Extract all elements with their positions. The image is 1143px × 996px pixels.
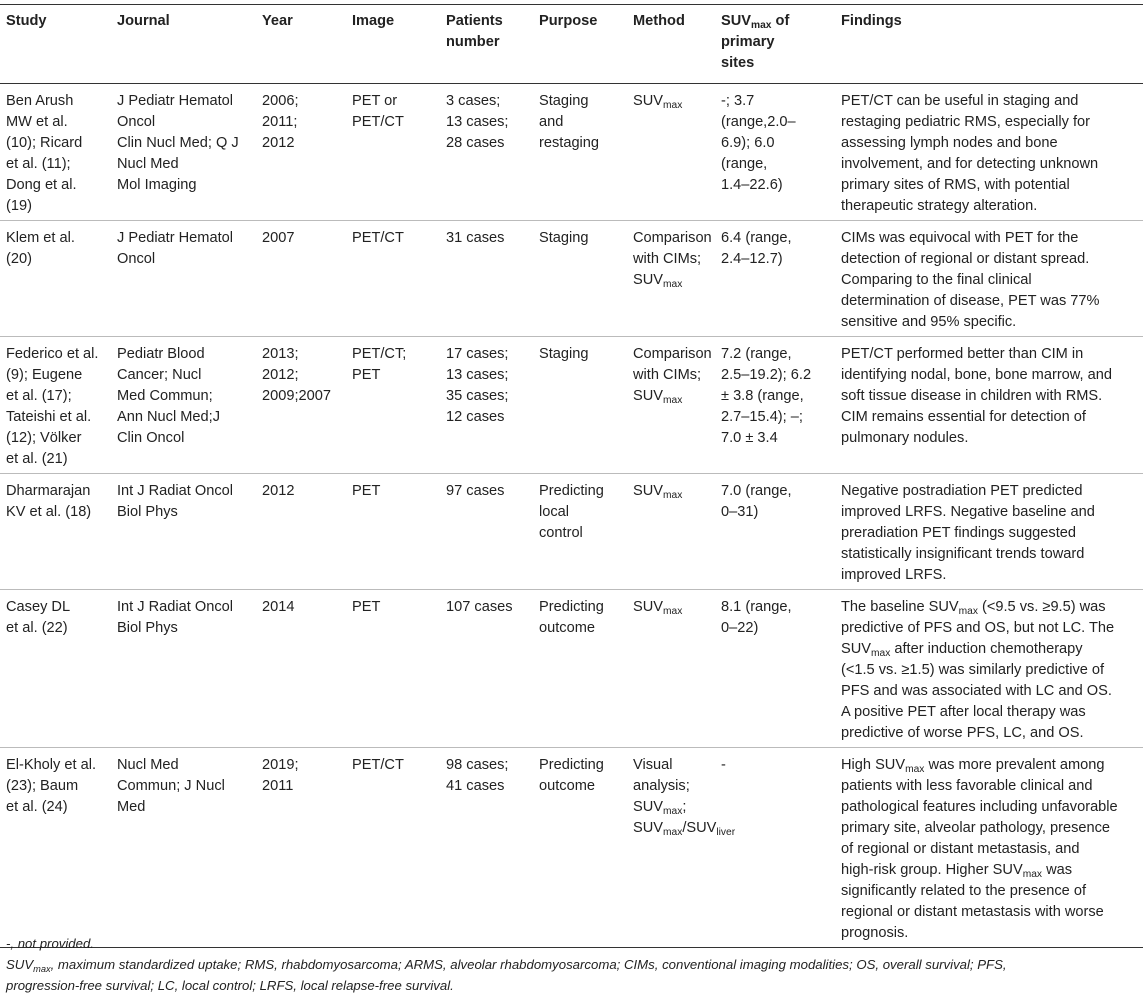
cell-findings-line: predictive of worse PFS, LC, and OS. [841, 725, 1084, 741]
cell-image-line: PET or [352, 93, 398, 109]
cell-year-line: 2012 [262, 483, 295, 499]
cell-patients-line: 97 cases [446, 483, 505, 499]
cell-year [256, 748, 346, 948]
cell-journal-line: Oncol [117, 251, 156, 267]
cell-patients-line: 3 cases; [446, 93, 501, 109]
cell-patients [440, 337, 533, 474]
cell-image [346, 84, 440, 221]
cell-purpose [533, 221, 627, 337]
cell-patients [440, 748, 533, 948]
cell-findings [835, 474, 1143, 590]
cell-findings-line: regional or distant metastasis with worse [841, 904, 1104, 920]
cell-purpose-line: local [539, 504, 570, 520]
header-image [346, 5, 440, 84]
cell-method-line: Visual [633, 757, 673, 773]
cell-patients-line: 17 cases; [446, 346, 509, 362]
cell-journal-line: J Pediatr Hematol [117, 230, 233, 246]
cell-findings-line: CIMs was equivocal with PET for the [841, 230, 1079, 246]
cell-study [0, 590, 111, 748]
cell-journal [111, 590, 256, 748]
header-purpose-line: Purpose [539, 13, 598, 29]
cell-findings-line: of regional or distant metastasis, and [841, 841, 1080, 857]
table-header [0, 5, 1143, 84]
cell-findings-line: predictive of PFS and OS, but not LC. The [841, 620, 1115, 636]
cell-journal-line: Int J Radiat Oncol [117, 599, 233, 615]
cell-suvmax-line: 1.4–22.6) [721, 177, 783, 193]
cell-journal-line: Oncol [117, 114, 156, 130]
cell-suvmax [715, 337, 835, 474]
cell-year-line: 2012 [262, 135, 295, 151]
cell-journal-line: Cancer; Nucl [117, 367, 202, 383]
cell-suvmax-line: (range, [721, 156, 768, 172]
cell-patients-line: 41 cases [446, 778, 505, 794]
cell-findings-line: PET/CT can be useful in staging and [841, 93, 1079, 109]
header-method-line: Method [633, 13, 685, 29]
cell-findings-line: CIM remains essential for detection of [841, 409, 1086, 425]
cell-findings-line: involvement, and for detecting unknown [841, 156, 1099, 172]
cell-method-line: analysis; [633, 778, 690, 794]
cell-study-line: Tateishi et al. [6, 409, 92, 425]
cell-method [627, 84, 715, 221]
header-patients-line: Patients [446, 13, 503, 29]
cell-suvmax-line: 6.4 (range, [721, 230, 792, 246]
cell-study-line: MW et al. [6, 114, 68, 130]
cell-purpose-line: Predicting [539, 599, 604, 615]
cell-study-line: (9); Eugene [6, 367, 83, 383]
cell-findings-line: identifying nodal, bone, bone marrow, and [841, 367, 1112, 383]
cell-journal-line: Mol Imaging [117, 177, 197, 193]
cell-image-line: PET/CT [352, 230, 404, 246]
cell-method-line: with CIMs; [633, 367, 702, 383]
cell-journal-line: Clin Oncol [117, 430, 185, 446]
cell-purpose [533, 84, 627, 221]
cell-method-line: Comparison [633, 346, 712, 362]
header-image-line: Image [352, 13, 395, 29]
cell-suvmax-line: (range,2.0– [721, 114, 796, 130]
cell-suvmax [715, 748, 835, 948]
cell-journal [111, 84, 256, 221]
cell-suvmax-line: ± 3.8 (range, [721, 388, 804, 404]
cell-study-line: (19) [6, 198, 32, 214]
cell-method-line: $SUV_{max}$ [633, 388, 683, 407]
cell-image [346, 590, 440, 748]
cell-suvmax-line: 7.0 ± 3.4 [721, 430, 778, 446]
table-row [0, 474, 1143, 590]
header-method [627, 5, 715, 84]
cell-journal-line: Med [117, 799, 146, 815]
cell-year-line: 2011 [262, 778, 294, 794]
cell-findings-line: primary site, alveolar pathology, presence [841, 820, 1111, 836]
cell-study-line: (20) [6, 251, 32, 267]
cell-findings-line: statistically insignificant trends toward [841, 546, 1085, 562]
cell-findings-line: soft tissue disease in children with RMS. [841, 388, 1103, 404]
footnote-not-provided: -, not provided. [6, 936, 94, 951]
cell-study-line: Dharmarajan [6, 483, 91, 499]
pet-rms-studies-table [0, 4, 1143, 948]
cell-image-line: PET [352, 599, 381, 615]
cell-purpose-line: and [539, 114, 564, 130]
cell-purpose [533, 474, 627, 590]
cell-findings-line: Comparing to the final clinical [841, 272, 1032, 288]
cell-study-line: (23); Baum [6, 778, 79, 794]
cell-findings-line: therapeutic strategy alteration. [841, 198, 1038, 214]
header-patients-line: number [446, 34, 500, 50]
cell-suvmax [715, 84, 835, 221]
cell-journal-line: Nucl Med [117, 156, 179, 172]
table-row [0, 221, 1143, 337]
cell-patients-line: 28 cases [446, 135, 505, 151]
cell-method [627, 590, 715, 748]
cell-purpose-line: Predicting [539, 483, 604, 499]
table-row [0, 748, 1143, 948]
cell-suvmax-line: 2.5–19.2); 6.2 [721, 367, 812, 383]
cell-method-line: $SUV_{max}$ [633, 483, 683, 502]
cell-findings-line: restaging pediatric RMS, especially for [841, 114, 1091, 130]
cell-suvmax-line: 6.9); 6.0 [721, 135, 775, 151]
cell-findings-line: detection of regional or distant spread. [841, 251, 1090, 267]
cell-suvmax [715, 590, 835, 748]
header-year-line: Year [262, 13, 293, 29]
cell-study-line: Federico et al. [6, 346, 99, 362]
cell-study-line: et al. (17); [6, 388, 72, 404]
cell-study-line: (10); Ricard [6, 135, 83, 151]
cell-image-line: PET/CT [352, 757, 404, 773]
cell-study-line: El-Kholy et al. [6, 757, 97, 773]
cell-method-line: $SUV_{max}/SUV_{liver}$ [633, 820, 736, 839]
cell-findings-line: high-risk group. Higher $SUV_{max}$ was [841, 862, 1073, 881]
cell-study [0, 748, 111, 948]
cell-findings [835, 84, 1143, 221]
cell-method [627, 337, 715, 474]
header-journal [111, 5, 256, 84]
cell-findings [835, 337, 1143, 474]
cell-journal [111, 474, 256, 590]
cell-journal-line: Biol Phys [117, 620, 178, 636]
header-study-line: Study [6, 13, 47, 29]
header-findings [835, 5, 1143, 84]
cell-journal-line: Commun; J Nucl [117, 778, 225, 794]
footnote-abbreviations: $SUV_{max}$, maximum standardized uptake; RMS, rhabdomyosarcoma; ARMS, alveolar rhabdomyosarcoma; CIMs, conventional imaging modalities; OS, overall survival; PFS, [6, 957, 1007, 974]
cell-journal-line: Nucl Med [117, 757, 179, 773]
cell-suvmax [715, 221, 835, 337]
cell-patients [440, 84, 533, 221]
header-purpose [533, 5, 627, 84]
cell-study-line: et al. (21) [6, 451, 68, 467]
header-findings-line: Findings [841, 13, 902, 29]
cell-findings-line: pulmonary nodules. [841, 430, 969, 446]
cell-year-line: 2006; [262, 93, 299, 109]
cell-year-line: 2012; [262, 367, 299, 383]
cell-suvmax-line: 8.1 (range, [721, 599, 792, 615]
cell-journal-line: Ann Nucl Med;J [117, 409, 221, 425]
cell-findings [835, 221, 1143, 337]
cell-purpose-line: outcome [539, 778, 595, 794]
header-suvmax-line: primary [721, 34, 775, 50]
cell-findings [835, 748, 1143, 948]
cell-study [0, 221, 111, 337]
cell-purpose-line: outcome [539, 620, 595, 636]
header-journal-line: Journal [117, 13, 170, 29]
cell-purpose-line: control [539, 525, 583, 541]
cell-journal-line: Clin Nucl Med; Q J [117, 135, 239, 151]
cell-findings-line: (<1.5 vs. ≥1.5) was similarly predictive of [841, 662, 1105, 678]
cell-method-line: $SUV_{max}$ [633, 93, 683, 112]
cell-patients-line: 31 cases [446, 230, 505, 246]
cell-patients [440, 474, 533, 590]
cell-findings-line: High $SUV_{max}$ was more prevalent among [841, 757, 1105, 776]
cell-method [627, 748, 736, 948]
cell-method-line: Comparison [633, 230, 712, 246]
cell-findings-line: A positive PET after local therapy was [841, 704, 1086, 720]
cell-method-line: $SUV_{max}$; [633, 799, 687, 818]
cell-study [0, 337, 111, 474]
cell-method [627, 221, 715, 337]
cell-findings-line: pathological features including unfavorable [841, 799, 1118, 815]
cell-suvmax-line: -; 3.7 [721, 93, 755, 109]
cell-patients-line: 13 cases; [446, 367, 509, 383]
cell-image [346, 337, 440, 474]
cell-findings-line: patients with less favorable clinical and [841, 778, 1093, 794]
cell-study-line: Dong et al. [6, 177, 77, 193]
table-row [0, 84, 1143, 221]
cell-image-line: PET/CT; [352, 346, 407, 362]
cell-purpose-line: Staging [539, 346, 589, 362]
cell-findings-line: prognosis. [841, 925, 909, 941]
cell-patients-line: 107 cases [446, 599, 513, 615]
cell-patients-line: 12 cases [446, 409, 505, 425]
cell-patients-line: 35 cases; [446, 388, 509, 404]
cell-journal-line: Biol Phys [117, 504, 178, 520]
cell-findings-line: Negative postradiation PET predicted [841, 483, 1083, 499]
header-year [256, 5, 346, 84]
footnote-abbreviations-cont: progression-free survival; LC, local control; LRFS, local relapse-free survival. [6, 978, 454, 993]
cell-purpose-line: Staging [539, 230, 589, 246]
cell-findings-line: assessing lymph nodes and bone [841, 135, 1058, 151]
cell-patients-line: 98 cases; [446, 757, 509, 773]
cell-findings-line: The baseline $SUV_{max}$ (<9.5 vs. ≥9.5) was [841, 599, 1106, 618]
cell-image-line: PET [352, 367, 381, 383]
cell-suvmax-line: - [721, 757, 726, 773]
cell-findings-line: PFS and was associated with LC and OS. [841, 683, 1112, 699]
cell-year [256, 474, 346, 590]
cell-findings [835, 590, 1143, 748]
cell-image [346, 474, 440, 590]
cell-findings-line: preradiation PET findings suggested [841, 525, 1077, 541]
header-study [0, 5, 111, 84]
table-body [0, 84, 1143, 948]
cell-study-line: KV et al. (18) [6, 504, 92, 520]
cell-suvmax [715, 474, 835, 590]
cell-suvmax-line: 2.4–12.7) [721, 251, 783, 267]
cell-patients-line: 13 cases; [446, 114, 509, 130]
cell-year-line: 2009;2007 [262, 388, 331, 404]
cell-method [627, 474, 715, 590]
cell-findings-line: significantly related to the presence of [841, 883, 1086, 899]
cell-study-line: (12); Völker [6, 430, 82, 446]
header-suvmax-line: $SUV_{max}$ of [721, 13, 790, 32]
cell-study [0, 474, 111, 590]
cell-study-line: Casey DL [6, 599, 71, 615]
cell-suvmax-line: 0–31) [721, 504, 759, 520]
cell-method-line: with CIMs; [633, 251, 702, 267]
cell-purpose-line: Predicting [539, 757, 604, 773]
cell-method-line: $SUV_{max}$ [633, 272, 683, 291]
cell-journal [111, 221, 256, 337]
cell-image [346, 221, 440, 337]
cell-suvmax-line: 7.0 (range, [721, 483, 792, 499]
cell-findings-line: improved LRFS. [841, 567, 947, 583]
cell-journal-line: Pediatr Blood [117, 346, 205, 362]
cell-study-line: et al. (24) [6, 799, 68, 815]
header-suvmax-primary-sites [715, 5, 835, 84]
cell-study-line: et al. (22) [6, 620, 68, 636]
cell-journal-line: Med Commun; [117, 388, 213, 404]
cell-study-line: et al. (11); [6, 156, 71, 172]
cell-year-line: 2013; [262, 346, 299, 362]
table-row [0, 337, 1143, 474]
cell-study-line: Klem et al. [6, 230, 75, 246]
cell-patients [440, 221, 533, 337]
cell-study-line: Ben Arush [6, 93, 74, 109]
cell-journal [111, 748, 256, 948]
cell-purpose-line: Staging [539, 93, 589, 109]
cell-journal-line: J Pediatr Hematol [117, 93, 233, 109]
cell-year [256, 337, 346, 474]
header-suvmax-line: sites [721, 55, 755, 71]
cell-purpose [533, 748, 627, 948]
header-patients-number [440, 5, 533, 84]
cell-year [256, 221, 346, 337]
cell-findings-line: determination of disease, PET was 77% [841, 293, 1100, 309]
cell-findings-line: PET/CT performed better than CIM in [841, 346, 1084, 362]
cell-year-line: 2011; [262, 114, 298, 130]
cell-findings-line: $SUV_{max}$ after induction chemotherapy [841, 641, 1083, 660]
cell-image-line: PET [352, 483, 381, 499]
cell-journal [111, 337, 256, 474]
cell-purpose [533, 590, 627, 748]
cell-year [256, 84, 346, 221]
cell-findings-line: sensitive and 95% specific. [841, 314, 1017, 330]
cell-year-line: 2019; [262, 757, 299, 773]
cell-findings-line: improved LRFS. Negative baseline and [841, 504, 1095, 520]
cell-suvmax-line: 0–22) [721, 620, 759, 636]
table-row [0, 590, 1143, 748]
cell-suvmax-line: 2.7–15.4); –; [721, 409, 803, 425]
cell-purpose-line: restaging [539, 135, 600, 151]
cell-image [346, 748, 440, 948]
cell-image-line: PET/CT [352, 114, 404, 130]
cell-findings-line: primary sites of RMS, with potential [841, 177, 1070, 193]
header-row [0, 5, 1143, 84]
cell-year-line: 2007 [262, 230, 295, 246]
cell-purpose [533, 337, 627, 474]
cell-method-line: $SUV_{max}$ [633, 599, 683, 618]
cell-patients [440, 590, 533, 748]
cell-suvmax-line: 7.2 (range, [721, 346, 792, 362]
cell-study [0, 84, 111, 221]
cell-year-line: 2014 [262, 599, 295, 615]
cell-journal-line: Int J Radiat Oncol [117, 483, 233, 499]
cell-year [256, 590, 346, 748]
